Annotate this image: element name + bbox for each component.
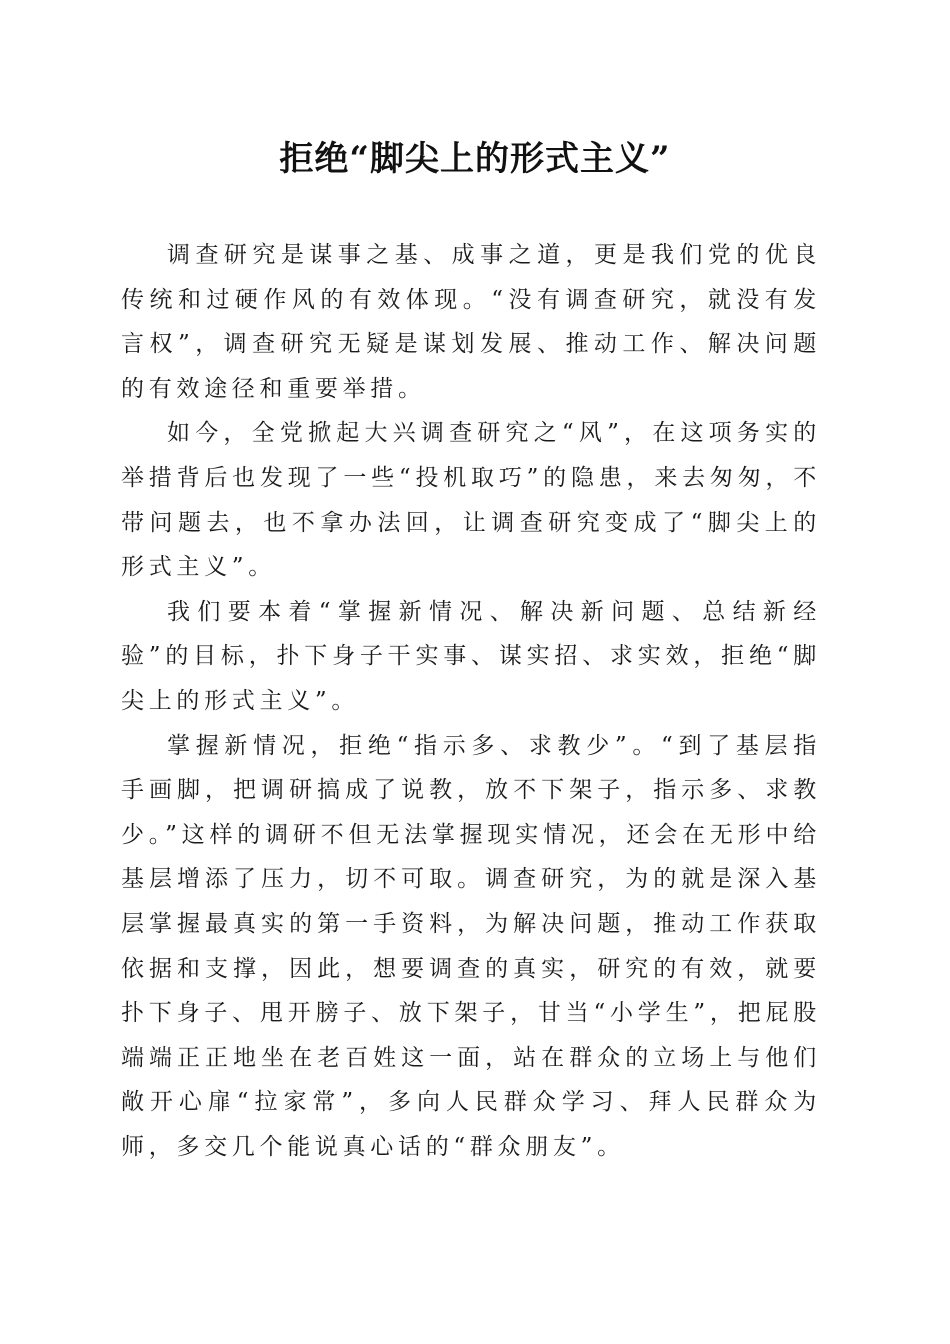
paragraph-1: 调查研究是谋事之基、成事之道，更是我们党的优良传统和过硬作风的有效体现。“没有调查研究，就没有发言权”，调查研究无疑是谋划发展、推动工作、解决问题的有效途径和重要举措。 [121, 242, 821, 402]
paragraph-3: 我们要本着“掌握新情况、解决新问题、总结新经验”的目标，扑下身子干实事、谋实招、求实效，拒绝“脚尖上的形式主义”。 [121, 598, 821, 714]
document-title: 拒绝“脚尖上的形式主义” [279, 139, 671, 179]
paragraph-2: 如今，全党掀起大兴调查研究之“风”，在这项务实的举措背后也发现了一些“投机取巧”的隐患，来去匆匆，不带问题去，也不拿办法回，让调查研究变成了“脚尖上的形式主义”。 [121, 420, 821, 581]
document-body [121, 233, 821, 1169]
paragraph-4: 掌握新情况，拒绝“指示多、求教少”。“到了基层指手画脚，把调研搞成了说教，放不下架子，指示多、求教少。”这样的调研不但无法掌握现实情况，还会在无形中给基层增添了压力，切不可取。调查研究，为的就是深入基层掌握最真实的第一手资料，为解决问题，推动工作获取依据和支撑，因此，想要调查的真实，研究的有效，就要扑下身子、甩开膀子、放下架子，甘当“小学生”，把屁股端端正正地坐在老百姓这一面，站在群众的立场上与他们敞开心扉“拉家常”，多向人民群众学习、拜人民群众为师，多交几个能说真心话的“群众朋友”。 [121, 732, 821, 1160]
